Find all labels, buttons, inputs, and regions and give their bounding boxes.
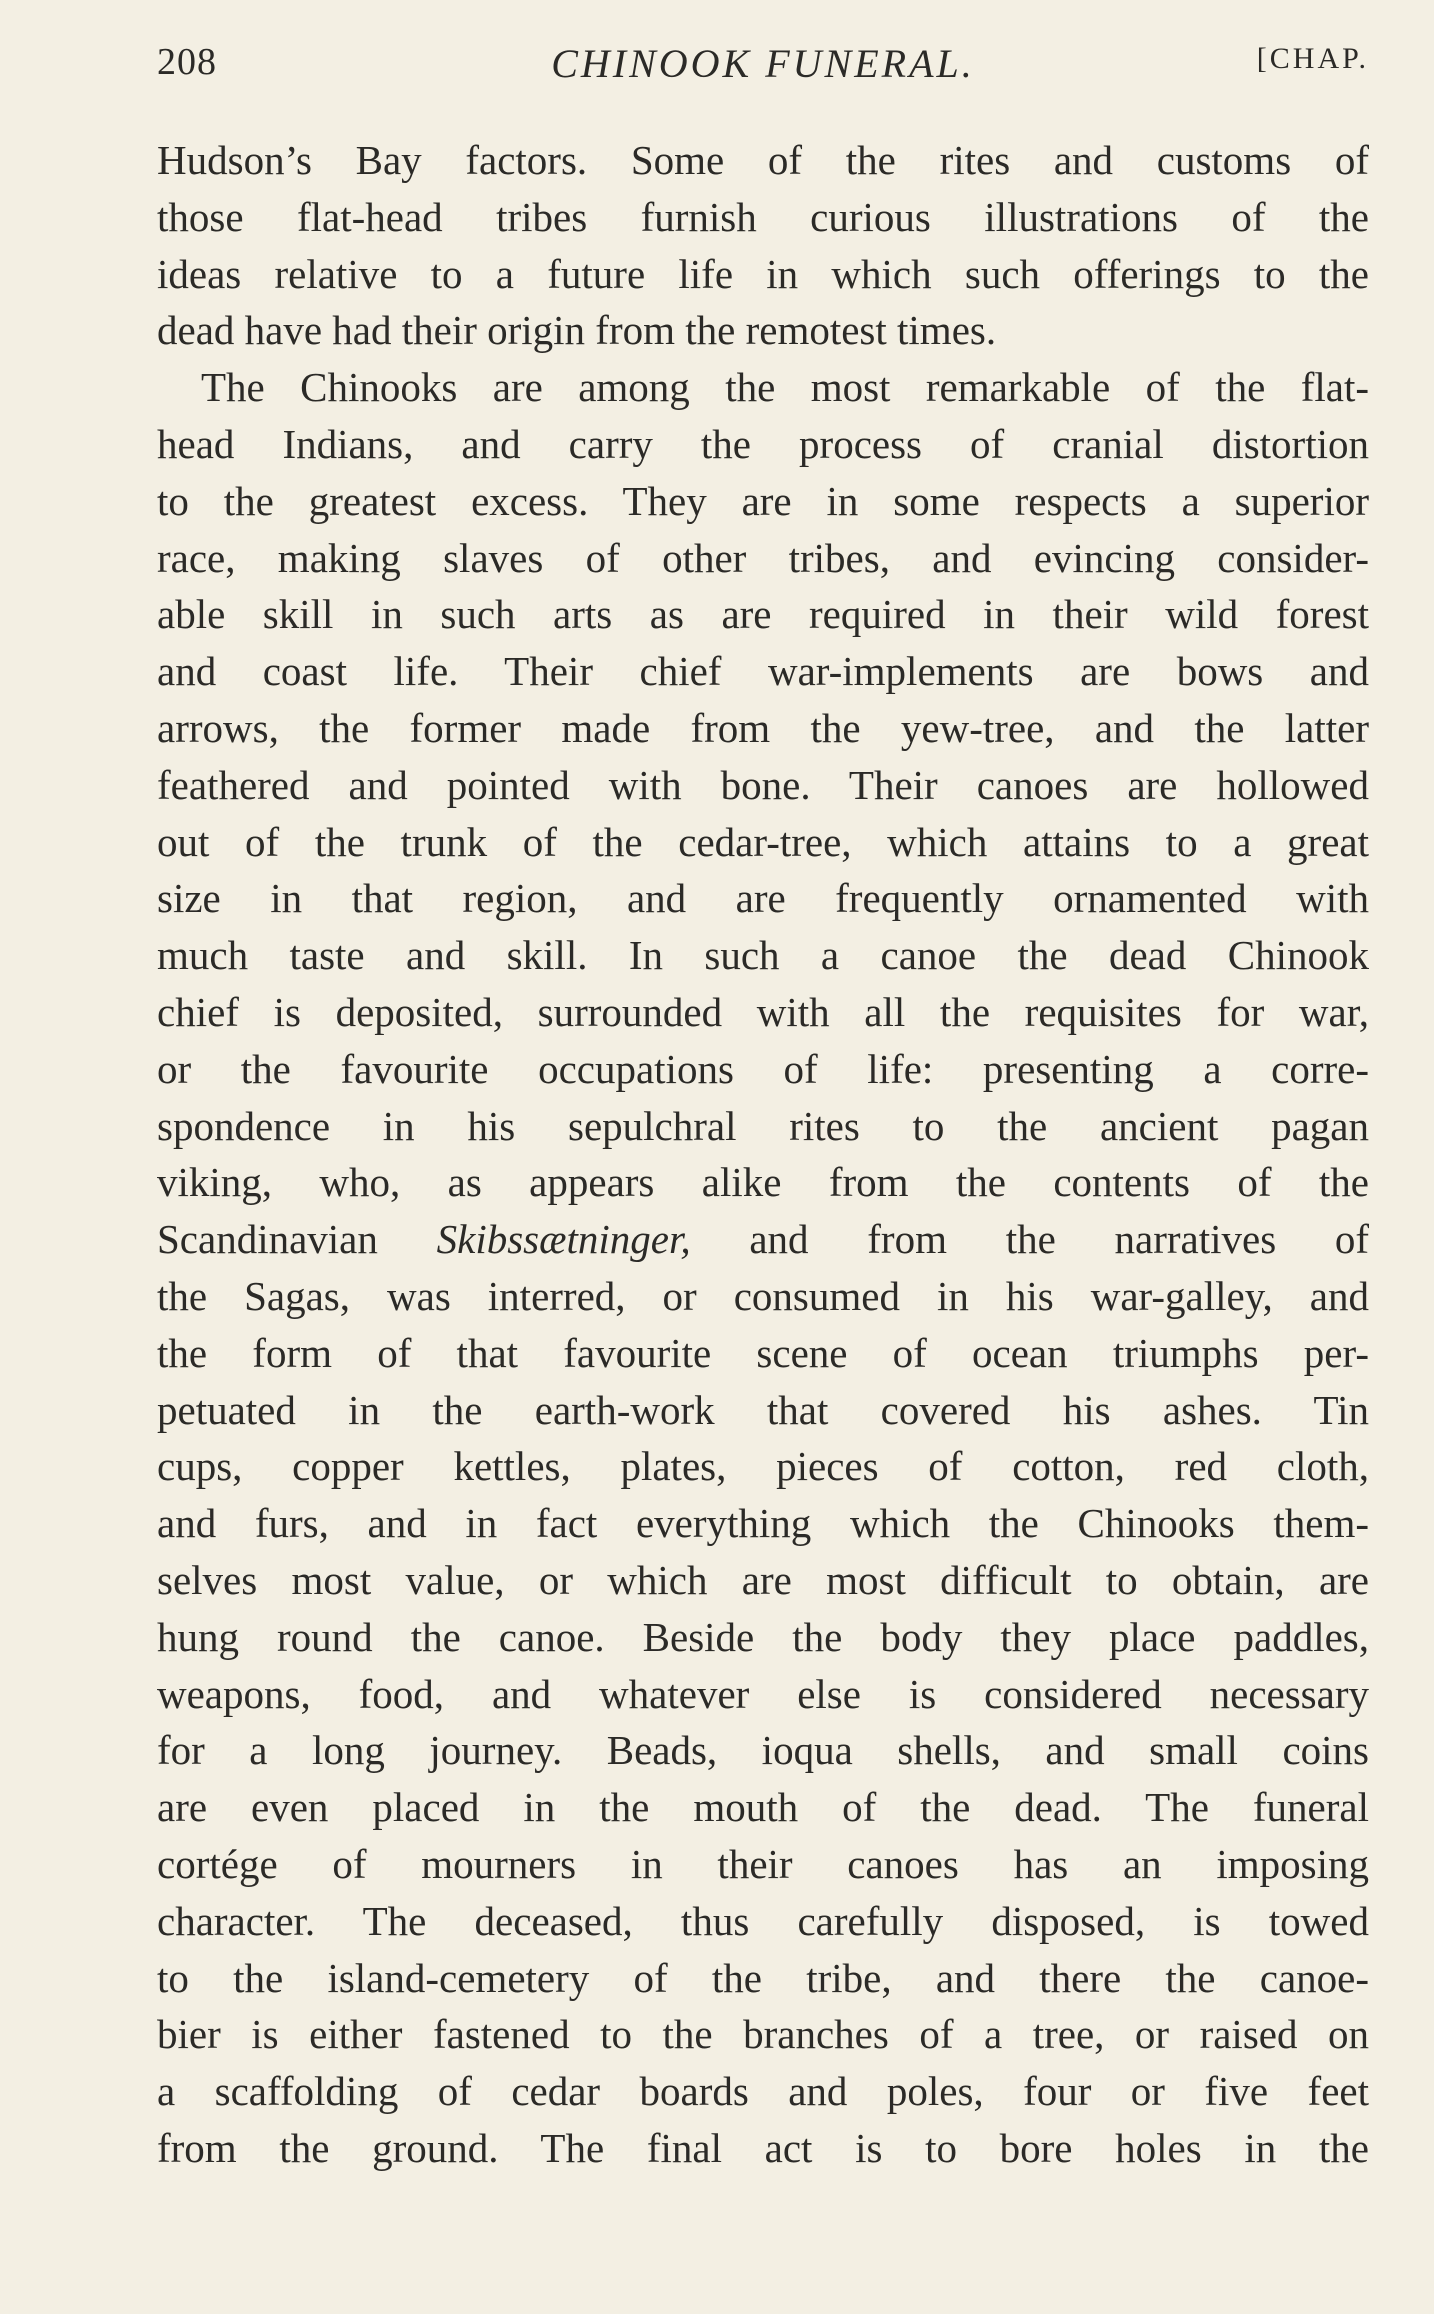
text-line: and coast life. Their chief war-implements are bows and: [157, 648, 1369, 695]
text-line: cups, copper kettles, plates, pieces of cotton, red cloth,: [157, 1443, 1369, 1490]
text-line: the Sagas, was interred, or consumed in his war-galley, and: [157, 1272, 1369, 1319]
text-line: to the greatest excess. They are in some respects a superior: [157, 477, 1369, 524]
text-segment: Scandinavian: [157, 1216, 378, 1263]
body-text: [157, 132, 1369, 2177]
paragraph-start-line: The Chinooks are among the most remarkable of the flat-: [201, 364, 1369, 411]
text-line: or the favourite occupations of life: presenting a corre-: [157, 1045, 1369, 1092]
text-line: cortége of mourners in their canoes has an imposing: [157, 1840, 1369, 1887]
text-line: bier is either fastened to the branches of a tree, or raised on: [157, 2011, 1369, 2058]
text-line-with-italic: [157, 1211, 1369, 1268]
page-header: [157, 40, 1369, 90]
text-line: petuated in the earth-work that covered his ashes. Tin: [157, 1386, 1369, 1433]
text-line: the form of that favourite scene of ocean triumphs per-: [157, 1329, 1369, 1376]
text-line: size in that region, and are frequently ornamented with: [157, 875, 1369, 922]
text-line: able skill in such arts as are required in their wild forest: [157, 591, 1369, 638]
text-line: much taste and skill. In such a canoe the dead Chinook: [157, 932, 1369, 979]
text-line: spondence in his sepulchral rites to the ancient pagan: [157, 1102, 1369, 1149]
text-line: a scaffolding of cedar boards and poles, four or five feet: [157, 2068, 1369, 2115]
text-line: chief is deposited, surrounded with all the requisites for war,: [157, 988, 1369, 1035]
text-line: feathered and pointed with bone. Their canoes are hollowed: [157, 761, 1369, 808]
text-line: ideas relative to a future life in which such offerings to the: [157, 250, 1369, 297]
text-line: those flat-head tribes furnish curious illustrations of the: [157, 193, 1369, 240]
page-number: 208: [157, 41, 217, 83]
text-line: viking, who, as appears alike from the contents of the: [157, 1159, 1369, 1206]
text-line: dead have had their origin from the remotest times.: [157, 307, 997, 354]
text-line: head Indians, and carry the process of cranial distortion: [157, 420, 1369, 467]
text-line: selves most value, or which are most difficult to obtain, are: [157, 1556, 1369, 1603]
text-line: to the island-cemetery of the tribe, and there the canoe-: [157, 1954, 1369, 2001]
text-line: are even placed in the mouth of the dead. The funeral: [157, 1784, 1369, 1831]
text-line: for a long journey. Beads, ioqua shells, and small coins: [157, 1727, 1369, 1774]
text-line: hung round the canoe. Beside the body they place paddles,: [157, 1613, 1369, 1660]
italic-term: Skibssætninger,: [436, 1216, 691, 1263]
text-line: race, making slaves of other tribes, and evincing consider-: [157, 534, 1369, 581]
text-line: Hudson’s Bay factors. Some of the rites and customs of: [157, 137, 1369, 183]
text-line: character. The deceased, thus carefully disposed, is towed: [157, 1897, 1369, 1944]
text-line: out of the trunk of the cedar-tree, which attains to a great: [157, 818, 1369, 865]
chapter-mark: [CHAP.: [1256, 42, 1369, 75]
text-line: arrows, the former made from the yew-tree, and the latter: [157, 704, 1369, 751]
text-line: weapons, food, and whatever else is considered necessary: [157, 1670, 1369, 1717]
running-title: CHINOOK FUNERAL.: [551, 41, 975, 86]
text-line: from the ground. The final act is to bore holes in the: [157, 2124, 1369, 2171]
text-segment: and from the narratives of: [749, 1216, 1369, 1263]
text-line: and furs, and in fact everything which the Chinooks them-: [157, 1500, 1369, 1547]
